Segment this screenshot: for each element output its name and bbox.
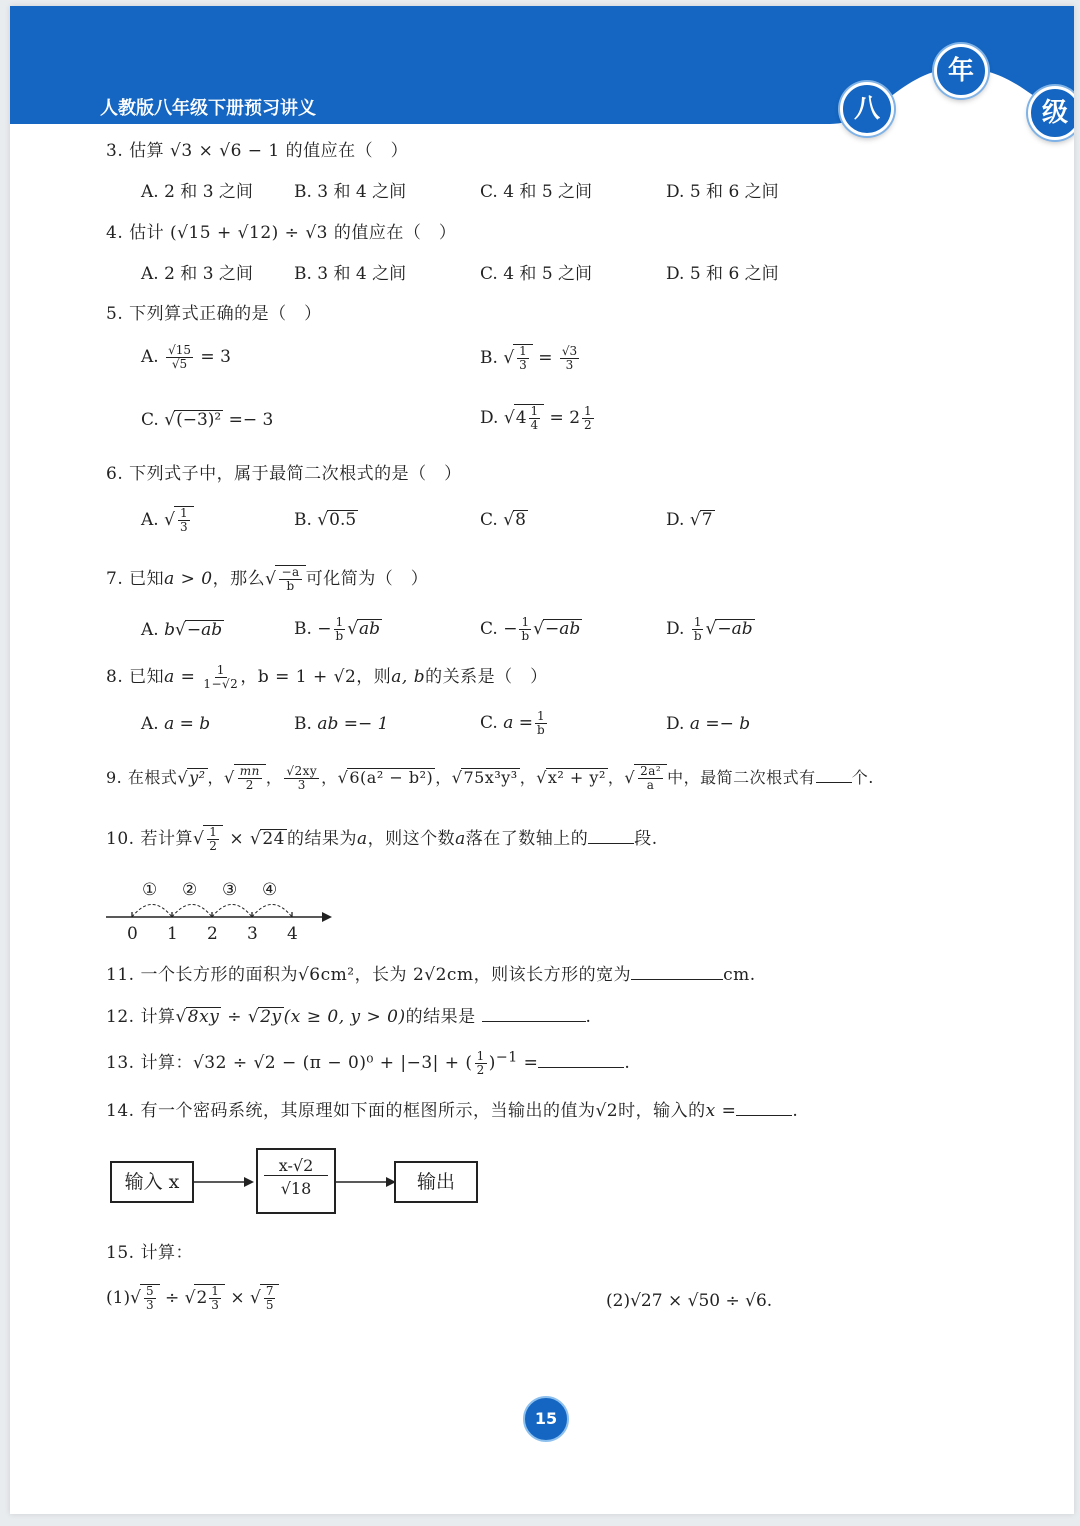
flow-denominator: √18	[280, 1179, 312, 1198]
q5-option-b: B. √ $\frac{1}{3}$ = $\frac{√3}{3}$	[480, 344, 578, 373]
q5-option-d: D. √4 $\frac{1}{4}$ = 2 $\frac{1}{2}$	[480, 404, 592, 433]
q7-option-a: A. b√−ab	[141, 620, 223, 640]
q6-option-c: C. √8	[480, 510, 526, 530]
page-number: 15	[523, 1396, 569, 1442]
q3-option-c: C. 4 和 5 之间	[480, 182, 593, 202]
q3-lead: 3. 估算	[106, 141, 165, 161]
question-14: 14. 有一个密码系统，其原理如下面的框图所示，当输出的值为√2时，输入的x = .	[106, 1101, 799, 1121]
worksheet-page	[10, 6, 1074, 1514]
header-title: 人教版八年级下册预习讲义	[100, 98, 316, 119]
question-9: 9. 在根式√y² ，√ $\frac{mn}{2}$ ， $\frac{√2xy}{3}$ ，√6(a² − b²) ，√75x³y³ ，√x² + y² ，√ $\frac{\text{2a²}}{a}$ 中，最简二次根式有 个.	[106, 764, 874, 793]
question-8: 8. 已知a = $\frac{1}{1-√2}$ ，b = 1 + √2，则a, b的关系是（ ）	[106, 662, 548, 691]
q5a-fraction: $\frac{√15}{√5}$	[168, 343, 192, 372]
q8-option-b: B. ab =− 1	[294, 714, 389, 734]
q3-expr: √3 × √6 − 1	[170, 141, 280, 161]
segment-4-label: ④	[262, 880, 278, 900]
q7-option-b: B. − $\frac{1}{b}$ √ab	[294, 615, 381, 644]
q8-option-a: A. a = b	[141, 714, 211, 734]
segment-1-label: ①	[142, 880, 158, 900]
q3-option-b: B. 3 和 4 之间	[294, 182, 407, 202]
q7-option-d: D. $\frac{1}{b}$ √−ab	[666, 615, 753, 644]
q3-option-a: A. 2 和 3 之间	[141, 182, 253, 202]
flow-numerator: x-√2	[264, 1156, 328, 1176]
q5-option-c: C. √(−3)² =− 3	[141, 410, 274, 430]
flow-arrow-1	[194, 1172, 256, 1192]
tick-1: 1	[167, 924, 178, 944]
tick-2: 2	[207, 924, 218, 944]
question-12: 12. 计算√8xy ÷ √2y (x ≥ 0, y > 0)的结果是 .	[106, 1007, 592, 1027]
tick-4: 4	[287, 924, 298, 944]
tick-0: 0	[127, 924, 138, 944]
question-10: 10. 若计算√ $\frac{1}{2}$ × √24 的结果为a，则这个数a落在了数轴上的 段.	[106, 824, 658, 853]
q3-tail: 的值应在（ ）	[285, 141, 409, 161]
q4-option-c: C. 4 和 5 之间	[480, 264, 593, 284]
grade-badge-nian: 年	[934, 44, 988, 98]
flow-process-box	[256, 1148, 336, 1214]
question-15: 15. 计算：	[106, 1243, 193, 1263]
flow-output-box: 输出	[394, 1161, 478, 1203]
q7-option-c: C. − $\frac{1}{b}$ √−ab	[480, 615, 581, 644]
tick-3: 3	[247, 924, 258, 944]
question-4	[106, 218, 456, 243]
segment-2-label: ②	[182, 880, 198, 900]
question-3	[106, 136, 408, 161]
q3-option-d: D. 5 和 6 之间	[666, 182, 779, 202]
q8-option-c: C. a = $\frac{1}{b}$	[480, 709, 545, 738]
q6-option-d: D. √7	[666, 510, 713, 530]
question-7: 7. 已知a > 0，那么√ $\frac{-a}{b}$ 可化简为（ ）	[106, 564, 429, 593]
q4-tail: 的值应在（ ）	[333, 223, 457, 243]
q4-option-a: A. 2 和 3 之间	[141, 264, 253, 284]
flow-input-box: 输入 x	[110, 1161, 194, 1203]
question-13: 13. 计算：√32 ÷ √2 − (π − 0)⁰ + |−3| + ( $\frac{1}{2}$ )$^{-1}$ = .	[106, 1048, 631, 1077]
q15-part-2: (2)√27 × √50 ÷ √6.	[606, 1291, 773, 1311]
q4-option-b: B. 3 和 4 之间	[294, 264, 407, 284]
q15-part-1: (1)√ $\frac{5}{3}$ ÷ √2 $\frac{1}{3}$ × √ $\frac{7}{5}$	[106, 1284, 279, 1312]
q8-option-d: D. a =− b	[666, 714, 751, 734]
question-11: 11. 一个长方形的面积为√6cm²，长为 2√2cm，则该长方形的宽为 cm.	[106, 965, 756, 985]
question-5: 5. 下列算式正确的是（ ）	[106, 304, 322, 324]
header-curve	[790, 6, 1074, 166]
grade-badge-ba: 八	[840, 82, 894, 136]
q6-option-a: A. √ $\frac{1}{3}$	[141, 506, 194, 534]
question-6: 6. 下列式子中，属于最简二次根式的是（ ）	[106, 464, 462, 484]
q4-option-d: D. 5 和 6 之间	[666, 264, 779, 284]
number-line	[106, 874, 346, 944]
q4-lead: 4. 估计	[106, 223, 165, 243]
flow-arrow-2	[336, 1172, 398, 1192]
q4-expr: (√15 + √12) ÷ √3	[170, 223, 328, 243]
segment-3-label: ③	[222, 880, 238, 900]
grade-badge-ji: 级	[1028, 86, 1074, 140]
q6-option-b: B. √0.5	[294, 510, 357, 530]
q5-option-a: A. $\frac{√15}{√5}$ = 3	[141, 343, 231, 372]
